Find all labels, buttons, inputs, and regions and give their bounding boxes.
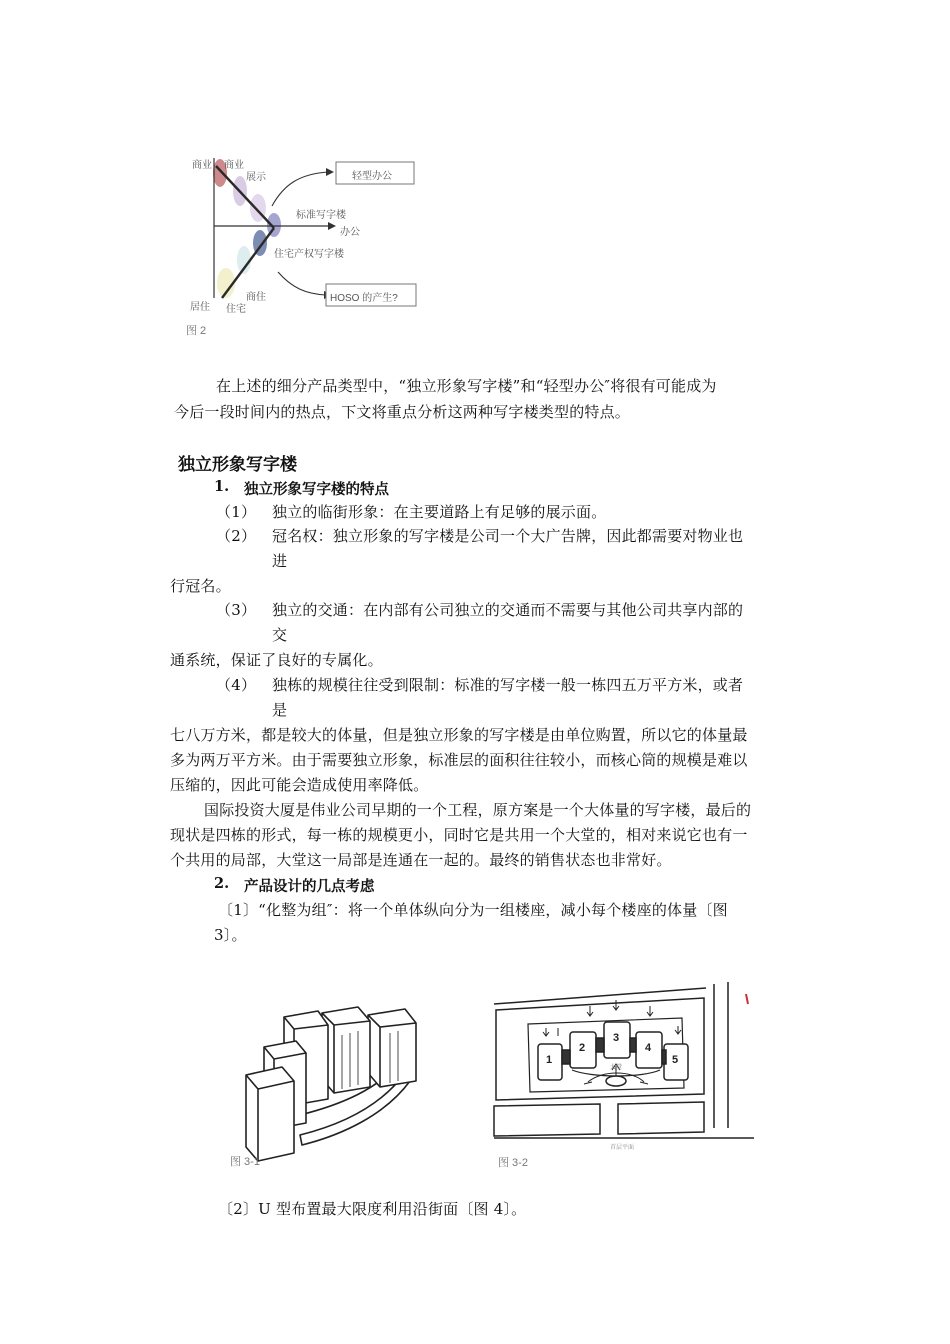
plan-note: 首层平面 bbox=[610, 1145, 635, 1151]
connector-1 bbox=[562, 1050, 570, 1064]
item-2-line-2: 进 bbox=[272, 552, 288, 570]
block-bottom-right bbox=[618, 1102, 704, 1134]
item-3-continuation: 通系统，保证了良好的专属化。 bbox=[170, 651, 383, 669]
connector-4 bbox=[662, 1050, 666, 1064]
figure-2-caption: 图 2 bbox=[186, 325, 207, 337]
label-living: 居住 bbox=[190, 302, 210, 313]
label-commerce-2: 商业 bbox=[224, 160, 244, 171]
plan-block-3-number: 3 bbox=[613, 1032, 620, 1044]
item-4-line-2: 是 bbox=[272, 701, 288, 719]
label-housing: 住宅 bbox=[226, 304, 246, 315]
intro-line-2: 今后一段时间内的热点，下文将重点分析这两种写字楼类型的特点。 bbox=[174, 403, 631, 421]
label-commercial-residential: 商住 bbox=[246, 292, 266, 303]
item-3-line-1: 独立的交通：在内部有公司独立的交通而不需要与其他公司共享内部的 bbox=[272, 601, 744, 619]
plan-block-2-number: 2 bbox=[579, 1042, 586, 1054]
design-point-2: 〔2〕U 型布置最大限度利用沿街面〔图 4〕。 bbox=[218, 1200, 527, 1218]
site-top-boundary bbox=[494, 988, 706, 1004]
item-4-cont-1: 七八万方米，都是较大的体量，但是独立形象的写字楼是由单位购置，所以它的体量最 bbox=[170, 726, 748, 744]
connector-3 bbox=[630, 1038, 636, 1052]
arrow-to-light-office bbox=[272, 172, 328, 206]
item-4-cont-3: 压缩的，因此可能会造成使用率降低。 bbox=[170, 776, 429, 794]
figure-3-2-caption: 图 3-2 bbox=[498, 1157, 528, 1169]
figure-3-1-caption: 图 3-1 bbox=[230, 1156, 260, 1168]
item-2-number: （2） bbox=[216, 527, 257, 545]
figure-2 bbox=[180, 148, 430, 348]
item-4-line-1: 独栋的规模往往受到限制：标准的写字楼一般一栋四五万平方米，或者 bbox=[272, 676, 744, 694]
item-2-continuation: 行冠名。 bbox=[170, 577, 231, 595]
label-hoso: HOSO 的产生? bbox=[330, 293, 398, 304]
label-display: 展示 bbox=[246, 172, 266, 183]
item-1-number: （1） bbox=[216, 503, 257, 521]
label-commerce-1: 商业 bbox=[192, 160, 212, 171]
design-point-1-line-1: 〔1〕“化整为组″：将一个单体纵向分为一组楼座，减小每个楼座的体量〔图 bbox=[218, 901, 728, 919]
figure-3-1 bbox=[230, 995, 430, 1175]
block-bottom-left bbox=[494, 1104, 600, 1136]
intro-line-1: 在上述的细分产品类型中，“独立形象写字楼”和“轻型办公″将很有可能成为 bbox=[216, 377, 717, 395]
arrow-head-1 bbox=[326, 168, 334, 176]
plan-lobby-label: 大堂 bbox=[610, 1065, 623, 1071]
label-residential-office: 住宅产权写字楼 bbox=[274, 249, 344, 260]
tower-rear-right bbox=[368, 1009, 416, 1087]
section-title: 独立形象写字楼 bbox=[178, 455, 297, 475]
plan-block-4-number: 4 bbox=[645, 1042, 652, 1054]
figure-3-2 bbox=[492, 978, 782, 1174]
figure-3-2-plan bbox=[492, 978, 782, 1174]
case-line-3: 个共用的局部，大堂这一局部是连通在一起的。最终的销售状态也非常好。 bbox=[170, 851, 672, 869]
arrow-to-hoso bbox=[278, 272, 326, 295]
case-line-2: 现状是四栋的形式，每一栋的规模更小，同时它是共用一个大堂的，相对来说它也有一 bbox=[170, 826, 748, 844]
item-2-line-1: 冠名权：独立形象的写字楼是公司一个大广告牌，因此都需要对物业也 bbox=[272, 527, 744, 545]
sub-heading-1-title: 独立形象写字楼的特点 bbox=[244, 481, 389, 498]
item-3-number: （3） bbox=[216, 601, 257, 619]
design-point-1-line-2: 3〕。 bbox=[214, 926, 247, 944]
sub-heading-1-number: 1. bbox=[214, 478, 230, 495]
label-light-office: 轻型办公 bbox=[352, 171, 392, 182]
plan-block-5-number: 5 bbox=[672, 1054, 679, 1066]
sub-heading-2-number: 2. bbox=[214, 875, 230, 892]
plan-block-1-number: 1 bbox=[546, 1054, 553, 1066]
axis-arrow bbox=[328, 222, 336, 230]
item-1-text: 独立的临街形象：在主要道路上有足够的展示面。 bbox=[272, 503, 607, 521]
tower-front bbox=[246, 1067, 294, 1161]
street-right bbox=[714, 982, 728, 1128]
label-office: 办公 bbox=[340, 227, 360, 238]
sub-heading-2-title: 产品设计的几点考虑 bbox=[244, 878, 375, 895]
case-line-1: 国际投资大厦是伟业公司早期的一个工程，原方案是一个大体量的写字楼，最后的 bbox=[204, 801, 752, 819]
connector-2 bbox=[596, 1038, 604, 1052]
item-3-line-2: 交 bbox=[272, 626, 288, 644]
item-4-number: （4） bbox=[216, 676, 257, 694]
entry-ellipse bbox=[606, 1076, 626, 1086]
figure-3-1-sketch bbox=[230, 995, 430, 1175]
red-mark bbox=[746, 994, 748, 1004]
label-standard-office: 标准写字楼 bbox=[296, 210, 346, 221]
item-4-cont-2: 多为两万平方米。由于需要独立形象，标准层的面积往往较小，而核心筒的规模是难以 bbox=[170, 751, 748, 769]
